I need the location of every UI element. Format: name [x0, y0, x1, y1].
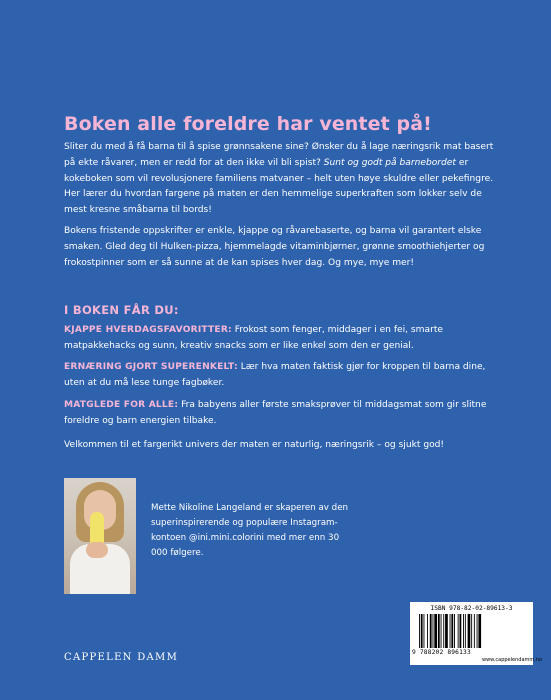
- section-title: I BOKEN FÅR DU:: [64, 303, 179, 317]
- intro-part1: Sliter du med å få barna til å spise grønnsakene sine? Ønsker du å lage næringsrik mat basert på ekte råvarer, men er redd for at den ikke vil bli spist?: [64, 142, 494, 168]
- closing-paragraph: Velkommen til et fargerikt univers der maten er naturlig, næringsrik – og sjukt god!: [64, 440, 445, 450]
- book-title: Sunt og godt på barnebordet: [323, 157, 456, 168]
- barcode-bar: [450, 614, 451, 648]
- author-bio: Mette Nikoline Langeland er skaperen av den superinspirerende og populære Instagram-kontoen @ini.mini.colorini med mer enn 30 000 følgere.: [151, 503, 349, 558]
- feature-text: Lær hva maten faktisk gjør for kroppen til barna dine, uten at du må lese tunge fagbøker.: [64, 362, 486, 388]
- feature-item: [64, 323, 504, 355]
- feature-lead: ERNÆRING GJORT SUPERENKELT:: [64, 362, 238, 372]
- barcode-bar: [463, 614, 464, 648]
- author-photo: [64, 478, 136, 594]
- barcode-bar: [458, 614, 459, 648]
- publisher-website: www.cappelendamm.no: [482, 657, 543, 663]
- barcode-bar: [434, 614, 437, 648]
- barcode-bar: [433, 614, 434, 648]
- barcode-bar: [427, 614, 428, 648]
- barcode-bar: [445, 614, 448, 648]
- feature-item: [64, 360, 504, 392]
- barcode-bar: [460, 614, 462, 648]
- barcode-bar: [430, 614, 432, 648]
- feature-lead: MATGLEDE FOR ALLE:: [64, 400, 179, 410]
- intro-paragraph: [64, 140, 504, 219]
- headline: Boken alle foreldre har ventet på!: [64, 113, 432, 135]
- barcode-bar: [471, 614, 472, 648]
- barcode-bar: [419, 614, 420, 648]
- barcode-bar: [465, 614, 466, 648]
- barcode-bar: [438, 614, 440, 648]
- feature-text: Fra babyens aller første smaksprøver til middagsmat som gir slitne foreldre og barn energien tilbake.: [64, 400, 487, 426]
- feature-text: Frokost som fenger, middager i en fei, smarte matpakkehacks og sunn, kreativ snacks som er like enkel som den er genial.: [64, 325, 443, 351]
- barcode-bar: [477, 614, 478, 648]
- barcode-bar: [441, 614, 442, 648]
- barcode-bar: [454, 614, 455, 648]
- barcode-panel: [410, 602, 543, 665]
- barcode-bar: [443, 614, 444, 648]
- barcode-icon: [418, 614, 526, 648]
- intro-part2: er kokeboken som vil revolusjonere familiens matvaner – helt uten høye skuldre eller pekefingre. Her lærer du hvordan fargene på maten er den hemmelige superkraften som lokker selv de mest kresne småbarna til bords!: [64, 157, 494, 216]
- barcode-bar: [468, 614, 471, 648]
- barcode-bar: [451, 614, 453, 648]
- barcode-bar: [421, 614, 423, 648]
- barcode-bar: [478, 614, 481, 648]
- feature-item: [64, 398, 504, 430]
- recipes-paragraph: Bokens fristende oppskrifter er enkle, kjappe og råvarebaserte, og barna vil garantert elske smaken. Gled deg til Hulken-pizza, hjemmelagde vitaminbjørner, grønne smoothiehjerter og frokostpinner som er så sunne at de kan spises hver dag. Og mye, mye mer!: [64, 226, 485, 268]
- author-hand: [86, 542, 108, 558]
- publisher-logo: CAPPELEN DAMM: [64, 652, 179, 663]
- feature-lead: KJAPPE HVERDAGSFAVORITTER:: [64, 325, 232, 335]
- popsicle-icon: [90, 512, 104, 546]
- barcode-bar: [474, 614, 475, 648]
- isbn-label: ISBN 978-82-02-89613-3: [430, 605, 513, 612]
- barcode-digits: 9 788202 896133: [412, 649, 471, 656]
- barcode-bar: [424, 614, 425, 648]
